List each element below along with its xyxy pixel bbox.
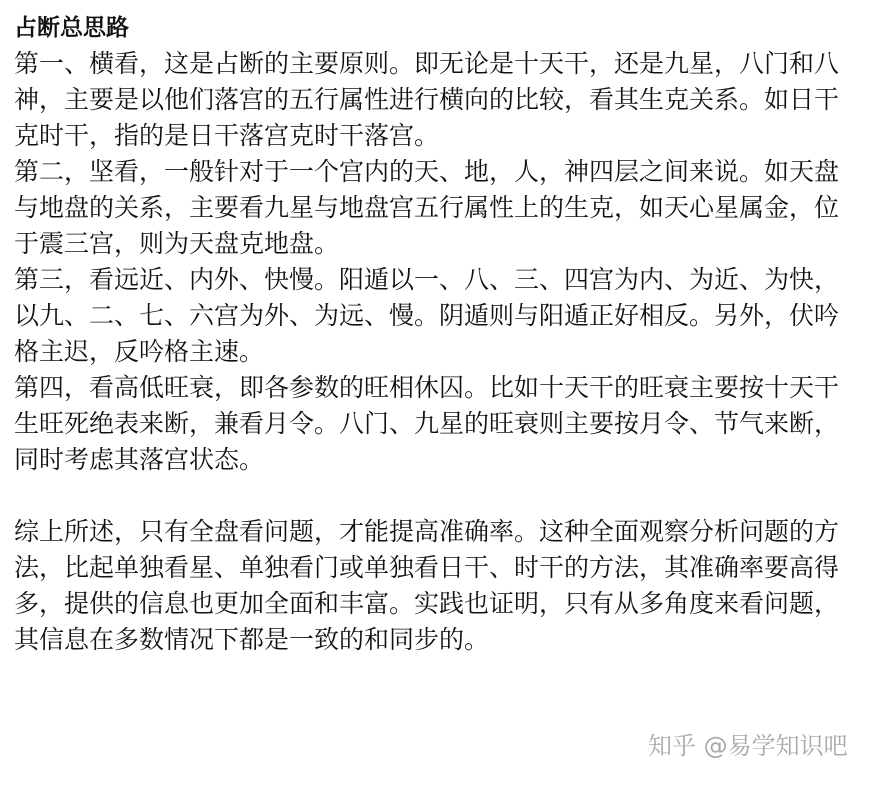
text-line: 与地盘的关系，主要看九星与地盘宫五行属性上的生克，如天心星属金，位 [14, 193, 840, 222]
text-line: 以九、二、七、六宫为外、为远、慢。阴遁则与阳遁正好相反。另外，伏吟 [14, 301, 840, 330]
text-line: 格主迟，反吟格主速。 [14, 337, 265, 366]
text-line: 于震三宫，则为天盘克地盘。 [14, 229, 340, 258]
text-line: 克时干，指的是日干落宫克时干落宫。 [14, 121, 440, 150]
text-line: 第三，看远近、内外、快慢。阳遁以一、八、三、四宫为内、为近、为快， [14, 265, 840, 294]
summary-line: 其信息在多数情况下都是一致的和同步的。 [14, 625, 490, 654]
text-line: 第一、横看，这是占断的主要原则。即无论是十天干，还是九星，八门和八 [14, 49, 840, 78]
paragraph-gap [14, 478, 880, 514]
text-line: 同时考虑其落宫状态。 [14, 445, 265, 474]
document-title: 占断总思路 [14, 15, 129, 41]
summary-line: 综上所述，只有全盘看问题，才能提高准确率。这种全面观察分析问题的方 [14, 517, 840, 546]
text-line: 第二，坚看，一般针对于一个宫内的天、地，人，神四层之间来说。如天盘 [14, 157, 840, 186]
summary-line: 多，提供的信息也更加全面和丰富。实践也证明，只有从多角度来看问题， [14, 589, 840, 618]
text-line: 第四，看高低旺衰，即各参数的旺相休囚。比如十天干的旺衰主要按十天干 [14, 373, 840, 402]
watermark: 知乎 @易学知识吧 [648, 732, 848, 760]
document-body [14, 10, 880, 658]
summary-line: 法，比起单独看星、单独看门或单独看日干、时干的方法，其准确率要高得 [14, 553, 840, 582]
text-line: 生旺死绝表来断，兼看月令。八门、九星的旺衰则主要按月令、节气来断， [14, 409, 840, 438]
text-line: 神，主要是以他们落宫的五行属性进行横向的比较，看其生克关系。如日干 [14, 85, 840, 114]
